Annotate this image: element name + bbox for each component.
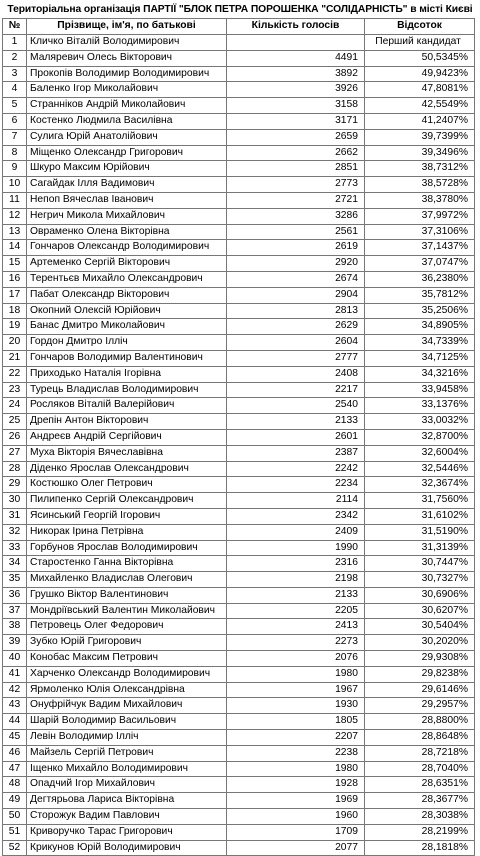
candidate-name: Гордон Дмитро Ілліч: [27, 335, 227, 351]
table-row: [3, 350, 475, 366]
table-row: [3, 572, 475, 588]
table-body: [3, 35, 475, 856]
row-number: 2: [3, 50, 27, 66]
candidate-name: Грушко Віктор Валентинович: [27, 587, 227, 603]
table-row: [3, 240, 475, 256]
row-number: 12: [3, 208, 27, 224]
vote-count: 2133: [227, 587, 365, 603]
vote-count: 2133: [227, 414, 365, 430]
row-number: 46: [3, 745, 27, 761]
table-row: [3, 224, 475, 240]
vote-count: 2662: [227, 145, 365, 161]
row-number: 43: [3, 698, 27, 714]
table-row: [3, 603, 475, 619]
candidate-name: Харченко Олександр Володимирович: [27, 666, 227, 682]
vote-count: 2273: [227, 635, 365, 651]
table-row: [3, 129, 475, 145]
vote-percent: 29,9308%: [365, 651, 475, 667]
vote-count: 2540: [227, 398, 365, 414]
vote-percent: 38,3780%: [365, 192, 475, 208]
vote-percent: 28,8800%: [365, 714, 475, 730]
candidate-name: Сулига Юрій Анатолійович: [27, 129, 227, 145]
vote-count: 3158: [227, 98, 365, 114]
vote-percent: 39,3496%: [365, 145, 475, 161]
candidate-name: Негрич Микола Михайлович: [27, 208, 227, 224]
vote-percent: 28,6351%: [365, 777, 475, 793]
candidate-name: Майзель Сергій Петрович: [27, 745, 227, 761]
vote-count: 2813: [227, 303, 365, 319]
vote-count: 2316: [227, 556, 365, 572]
table-row: [3, 161, 475, 177]
vote-count: 2619: [227, 240, 365, 256]
candidate-name: Ярмоленко Юлія Олександрівна: [27, 682, 227, 698]
candidate-name: Старостенко Ганна Вікторівна: [27, 556, 227, 572]
vote-count: 2198: [227, 572, 365, 588]
row-number: 45: [3, 730, 27, 746]
candidate-name: Костюшко Олег Петрович: [27, 477, 227, 493]
row-number: 5: [3, 98, 27, 114]
row-number: 18: [3, 303, 27, 319]
row-number: 26: [3, 429, 27, 445]
table-row: [3, 50, 475, 66]
table-row: [3, 540, 475, 556]
vote-count: 1928: [227, 777, 365, 793]
vote-count: 2408: [227, 366, 365, 382]
vote-percent: 28,2199%: [365, 824, 475, 840]
row-number: 34: [3, 556, 27, 572]
vote-percent: 34,3216%: [365, 366, 475, 382]
vote-count: 3926: [227, 82, 365, 98]
vote-percent: 28,7218%: [365, 745, 475, 761]
row-number: 4: [3, 82, 27, 98]
table-row: [3, 98, 475, 114]
row-number: 6: [3, 113, 27, 129]
row-number: 48: [3, 777, 27, 793]
vote-count: 2773: [227, 177, 365, 193]
table-row: [3, 777, 475, 793]
candidate-name: Костенко Людмила Василівна: [27, 113, 227, 129]
row-number: 44: [3, 714, 27, 730]
row-number: 50: [3, 809, 27, 825]
candidate-name: Странніков Андрій Миколайович: [27, 98, 227, 114]
table-row: [3, 587, 475, 603]
table-row: [3, 556, 475, 572]
vote-count: 2238: [227, 745, 365, 761]
row-number: 32: [3, 524, 27, 540]
row-number: 37: [3, 603, 27, 619]
vote-count: 2721: [227, 192, 365, 208]
candidate-name: Онуфрійчук Вадим Михайлович: [27, 698, 227, 714]
candidate-name: Горбунов Ярослав Володимирович: [27, 540, 227, 556]
candidate-name: Крикунов Юрій Володимирович: [27, 840, 227, 856]
row-number: 10: [3, 177, 27, 193]
vote-count: 1980: [227, 666, 365, 682]
vote-percent: 29,2957%: [365, 698, 475, 714]
table-row: [3, 809, 475, 825]
candidate-name: Росляков Віталій Валерійович: [27, 398, 227, 414]
vote-percent: 38,5728%: [365, 177, 475, 193]
table-row: [3, 35, 475, 51]
header-name: Прізвище, ім'я, по батькові: [27, 19, 227, 35]
row-number: 17: [3, 287, 27, 303]
row-number: 15: [3, 256, 27, 272]
table-row: [3, 398, 475, 414]
vote-count: 2217: [227, 382, 365, 398]
vote-count: 2242: [227, 461, 365, 477]
vote-percent: 31,3139%: [365, 540, 475, 556]
vote-percent: 28,3677%: [365, 793, 475, 809]
vote-percent: 31,6102%: [365, 508, 475, 524]
vote-percent: 28,3038%: [365, 809, 475, 825]
candidate-name: Терентьєв Михайло Олександрович: [27, 271, 227, 287]
header-number: №: [3, 19, 27, 35]
vote-count: 4491: [227, 50, 365, 66]
candidate-name: Петровець Олег Федорович: [27, 619, 227, 635]
table-row: [3, 524, 475, 540]
candidate-name: Гончаров Володимир Валентинович: [27, 350, 227, 366]
vote-count: 1990: [227, 540, 365, 556]
candidate-name: Овраменко Олена Вікторівна: [27, 224, 227, 240]
vote-percent: 37,3106%: [365, 224, 475, 240]
table-row: [3, 382, 475, 398]
vote-count: 2561: [227, 224, 365, 240]
row-number: 21: [3, 350, 27, 366]
vote-percent: 29,8238%: [365, 666, 475, 682]
vote-percent: 31,7560%: [365, 493, 475, 509]
vote-percent: 49,9423%: [365, 66, 475, 82]
row-number: 52: [3, 840, 27, 856]
row-number: 9: [3, 161, 27, 177]
vote-count: 3286: [227, 208, 365, 224]
candidate-name: Пилипенко Сергій Олександрович: [27, 493, 227, 509]
vote-percent: 30,2020%: [365, 635, 475, 651]
candidate-name: Банас Дмитро Миколайович: [27, 319, 227, 335]
vote-count: 1709: [227, 824, 365, 840]
vote-percent: 39,7399%: [365, 129, 475, 145]
candidate-name: Опадчий Ігор Михайлович: [27, 777, 227, 793]
vote-count: 2659: [227, 129, 365, 145]
table-row: [3, 651, 475, 667]
vote-count: 1960: [227, 809, 365, 825]
results-table: [2, 18, 475, 856]
row-number: 23: [3, 382, 27, 398]
vote-count: 1967: [227, 682, 365, 698]
table-row: [3, 145, 475, 161]
vote-count: 3171: [227, 113, 365, 129]
candidate-name: Конобас Максим Петрович: [27, 651, 227, 667]
vote-percent: 47,8081%: [365, 82, 475, 98]
table-row: [3, 414, 475, 430]
vote-percent: 33,1376%: [365, 398, 475, 414]
vote-count: 2207: [227, 730, 365, 746]
table-row: [3, 82, 475, 98]
vote-percent: 28,8648%: [365, 730, 475, 746]
row-number: 30: [3, 493, 27, 509]
vote-count: 1930: [227, 698, 365, 714]
vote-percent: 50,5345%: [365, 50, 475, 66]
vote-percent: 33,0032%: [365, 414, 475, 430]
table-row: [3, 192, 475, 208]
vote-count: 2387: [227, 445, 365, 461]
row-number: 33: [3, 540, 27, 556]
vote-percent: 32,6004%: [365, 445, 475, 461]
row-number: 49: [3, 793, 27, 809]
table-row: [3, 714, 475, 730]
table-row: [3, 698, 475, 714]
table-row: [3, 824, 475, 840]
table-header-row: [3, 19, 475, 35]
vote-percent: 35,7812%: [365, 287, 475, 303]
vote-count: 2114: [227, 493, 365, 509]
table-row: [3, 303, 475, 319]
candidate-name: Шкуро Максим Юрійович: [27, 161, 227, 177]
vote-count: 2409: [227, 524, 365, 540]
table-row: [3, 730, 475, 746]
table-row: [3, 271, 475, 287]
table-row: [3, 366, 475, 382]
vote-count: 2601: [227, 429, 365, 445]
table-row: [3, 66, 475, 82]
table-row: [3, 619, 475, 635]
candidate-name: Артеменко Сергій Вікторович: [27, 256, 227, 272]
vote-percent: 28,7040%: [365, 761, 475, 777]
row-number: 42: [3, 682, 27, 698]
document-title: Територіальна організація ПАРТІЇ "БЛОК ПЕТРА ПОРОШЕНКА "СОЛІДАРНІСТЬ" в місті Києві: [7, 4, 473, 15]
candidate-name: Турець Владислав Володимирович: [27, 382, 227, 398]
table-row: [3, 461, 475, 477]
table-row: [3, 256, 475, 272]
vote-percent: 34,8905%: [365, 319, 475, 335]
vote-percent: 34,7339%: [365, 335, 475, 351]
candidate-name: Муха Вікторія Вячеславівна: [27, 445, 227, 461]
vote-count: 2077: [227, 840, 365, 856]
row-number: 19: [3, 319, 27, 335]
candidate-name: Прокопів Володимир Володимирович: [27, 66, 227, 82]
row-number: 35: [3, 572, 27, 588]
row-number: 20: [3, 335, 27, 351]
candidate-name: Криворучко Тарас Григорович: [27, 824, 227, 840]
candidate-name: Левін Володимир Ілліч: [27, 730, 227, 746]
table-row: [3, 682, 475, 698]
table-row: [3, 793, 475, 809]
candidate-name: Гончаров Олександр Володимирович: [27, 240, 227, 256]
row-number: 24: [3, 398, 27, 414]
row-number: 7: [3, 129, 27, 145]
vote-percent: 32,3674%: [365, 477, 475, 493]
vote-count: 3892: [227, 66, 365, 82]
vote-percent: 37,1437%: [365, 240, 475, 256]
table-row: [3, 666, 475, 682]
row-number: 36: [3, 587, 27, 603]
vote-count: 2234: [227, 477, 365, 493]
row-number: 31: [3, 508, 27, 524]
vote-percent: 30,7327%: [365, 572, 475, 588]
vote-percent: 35,2506%: [365, 303, 475, 319]
vote-percent: 34,7125%: [365, 350, 475, 366]
vote-percent: 36,2380%: [365, 271, 475, 287]
candidate-name: Діденко Ярослав Олександрович: [27, 461, 227, 477]
vote-percent: 37,0747%: [365, 256, 475, 272]
table-row: [3, 287, 475, 303]
vote-count: 2629: [227, 319, 365, 335]
row-number: 47: [3, 761, 27, 777]
candidate-name: Міщенко Олександр Григорович: [27, 145, 227, 161]
candidate-name: Сторожук Вадим Павлович: [27, 809, 227, 825]
vote-percent: 42,5549%: [365, 98, 475, 114]
vote-percent: 38,7312%: [365, 161, 475, 177]
candidate-name: Ясинський Георгій Ігорович: [27, 508, 227, 524]
vote-count: 2851: [227, 161, 365, 177]
table-row: [3, 493, 475, 509]
candidate-name: Михайленко Владислав Олегович: [27, 572, 227, 588]
row-number: 41: [3, 666, 27, 682]
table-row: [3, 445, 475, 461]
row-number: 14: [3, 240, 27, 256]
vote-percent: 32,5446%: [365, 461, 475, 477]
vote-percent: 30,5404%: [365, 619, 475, 635]
vote-count: 2674: [227, 271, 365, 287]
candidate-name: Сагайдак Ілля Вадимович: [27, 177, 227, 193]
candidate-name: Кличко Віталій Володимирович: [27, 35, 227, 51]
header-votes: Кількість голосів: [227, 19, 365, 35]
table-row: [3, 208, 475, 224]
row-number: 27: [3, 445, 27, 461]
row-number: 11: [3, 192, 27, 208]
row-number: 22: [3, 366, 27, 382]
vote-count: 1980: [227, 761, 365, 777]
vote-count: 1805: [227, 714, 365, 730]
vote-percent: 31,5190%: [365, 524, 475, 540]
vote-count: 2920: [227, 256, 365, 272]
vote-count: 2413: [227, 619, 365, 635]
vote-percent: 29,6146%: [365, 682, 475, 698]
table-row: [3, 113, 475, 129]
candidate-name: Баленко Ігор Миколайович: [27, 82, 227, 98]
vote-count: 2904: [227, 287, 365, 303]
vote-percent: 32,8700%: [365, 429, 475, 445]
row-number: 25: [3, 414, 27, 430]
vote-count: [227, 35, 365, 51]
candidate-name: Дрепін Антон Вікторович: [27, 414, 227, 430]
vote-percent: 30,6906%: [365, 587, 475, 603]
table-row: [3, 761, 475, 777]
row-number: 16: [3, 271, 27, 287]
table-row: [3, 429, 475, 445]
vote-percent: 30,7447%: [365, 556, 475, 572]
table-row: [3, 635, 475, 651]
vote-count: 2205: [227, 603, 365, 619]
vote-count: 2342: [227, 508, 365, 524]
candidate-name: Мондріївський Валентин Миколайович: [27, 603, 227, 619]
candidate-name: Іщенко Михайло Володимирович: [27, 761, 227, 777]
table-row: [3, 319, 475, 335]
row-number: 51: [3, 824, 27, 840]
row-number: 40: [3, 651, 27, 667]
candidate-name: Маляревич Олесь Вікторович: [27, 50, 227, 66]
table-row: [3, 745, 475, 761]
candidate-name: Никорак Ірина Петрівна: [27, 524, 227, 540]
candidate-name: Окопний Олексій Юрійович: [27, 303, 227, 319]
table-row: [3, 335, 475, 351]
vote-percent: 28,1818%: [365, 840, 475, 856]
table-row: [3, 840, 475, 856]
row-number: 29: [3, 477, 27, 493]
candidate-name: Непоп Вячеслав Іванович: [27, 192, 227, 208]
vote-percent: 41,2407%: [365, 113, 475, 129]
vote-count: 2604: [227, 335, 365, 351]
vote-count: 1969: [227, 793, 365, 809]
table-row: [3, 177, 475, 193]
table-row: [3, 477, 475, 493]
row-number: 38: [3, 619, 27, 635]
vote-percent: Перший кандидат: [365, 35, 475, 51]
vote-count: 2777: [227, 350, 365, 366]
row-number: 3: [3, 66, 27, 82]
row-number: 1: [3, 35, 27, 51]
row-number: 13: [3, 224, 27, 240]
candidate-name: Пабат Олександр Вікторович: [27, 287, 227, 303]
candidate-name: Шарій Володимир Васильович: [27, 714, 227, 730]
candidate-name: Андреєв Андрій Сергійович: [27, 429, 227, 445]
vote-percent: 30,6207%: [365, 603, 475, 619]
vote-count: 2076: [227, 651, 365, 667]
row-number: 39: [3, 635, 27, 651]
candidate-name: Приходько Наталія Ігорівна: [27, 366, 227, 382]
vote-percent: 33,9458%: [365, 382, 475, 398]
vote-percent: 37,9972%: [365, 208, 475, 224]
candidate-name: Зубко Юрій Григорович: [27, 635, 227, 651]
header-percent: Відсоток: [365, 19, 475, 35]
table-row: [3, 508, 475, 524]
candidate-name: Дегтярьова Лариса Вікторівна: [27, 793, 227, 809]
row-number: 28: [3, 461, 27, 477]
row-number: 8: [3, 145, 27, 161]
